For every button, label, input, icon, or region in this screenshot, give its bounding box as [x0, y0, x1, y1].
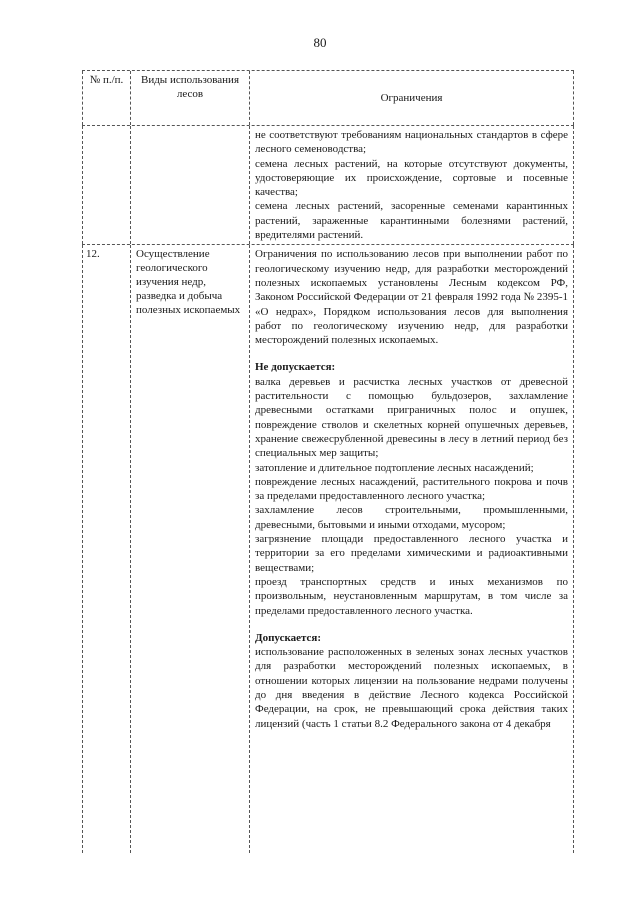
list-item: проезд транспортных средств и иных механизмов по произвольным, неустановленным маршрутам, в том числе за пределами предоставленного лесного участка.	[255, 575, 568, 617]
cell-restrictions	[250, 126, 574, 244]
header-number: № п./п.	[82, 71, 131, 125]
list-item: использование расположенных в зеленых зонах лесных участков для разработки месторождений полезных ископаемых, в отношении которых лицензии на пользование недрами получены до дня введения в действие Лесного кодекса Российской Федерации, на срок, не превышающий срока действия таких лицензий (часть 1 статьи 8.2 Федерального закона от 4 декабря	[255, 646, 568, 730]
table-row-continued	[82, 125, 574, 244]
list-item: повреждение лесных насаждений, растительного покрова и почв за пределами предоставленного лесного участка;	[255, 475, 568, 503]
cell-restrictions	[250, 245, 574, 853]
list-item: захламление лесов строительными, промышленными, древесными, бытовыми и иными отходами, мусором;	[255, 504, 568, 531]
restrictions-table	[82, 70, 574, 853]
table-row-12	[82, 244, 574, 853]
list-item: семена лесных растений, засоренные семенами карантинных растений, зараженные карантинными болезнями растений, вредителями растений.	[255, 200, 568, 242]
cell-number	[82, 126, 131, 244]
header-restrictions: Ограничения	[250, 71, 574, 125]
cell-forest-use-type	[131, 126, 250, 244]
allowed-heading: Допускается:	[255, 631, 322, 644]
not-allowed-heading: Не допускается:	[255, 361, 336, 374]
header-forest-use-type: Виды использования лесов	[131, 71, 250, 125]
list-item: валка деревьев и расчистка лесных участков от древесной растительности с помощью бульдозеров, захламление древесными остатками приграничных полос и опушек, повреждение стволов и скелетных корней опушечных деревьев, хранение свежесрубленной древесины в лесу в летний период без специальных мер защиты;	[255, 375, 568, 460]
list-item: не соответствуют требованиям национальных стандартов в сфере лесного семеноводства;	[255, 129, 568, 156]
list-item: загрязнение площади предоставленного лесного участка и территории за его пределами химическими и радиоактивными веществами;	[255, 533, 568, 574]
cell-forest-use-type: Осуществление геологического изучения недр, разведка и добыча полезных ископаемых	[131, 245, 250, 853]
intro-paragraph: Ограничения по использованию лесов при выполнении работ по геологическому изучению недр, для разработки месторождений полезных ископаемых установлены Лесным кодексом РФ, Законом Российской Федерации от 21 февраля 1992 года № 2395-1 «О недрах», Порядком использования лесов для выполнения работ по геологическому изучению недр, для разработки месторождений полезных ископаемых.	[255, 248, 568, 347]
list-item: семена лесных растений, на которые отсутствуют документы, удостоверяющие их происхождение, сортовые и посевные качества;	[255, 157, 568, 199]
list-item: затопление и длительное подтопление лесных насаждений;	[255, 461, 534, 474]
page-number: 80	[313, 35, 327, 50]
cell-number: 12.	[82, 245, 131, 853]
table-header-row	[82, 70, 574, 125]
